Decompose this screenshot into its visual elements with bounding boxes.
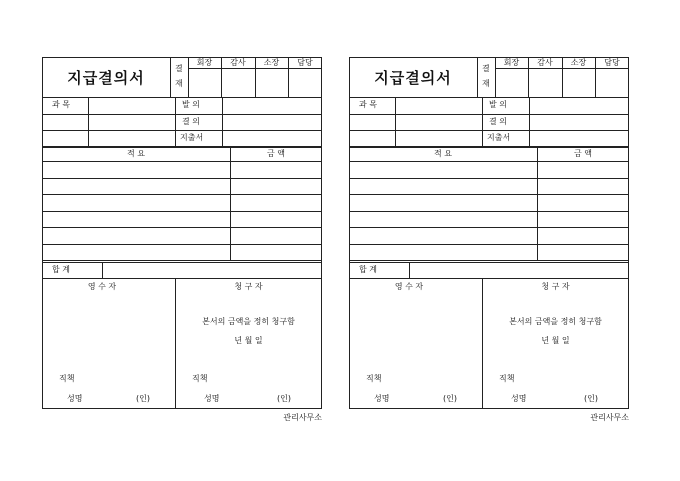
role-auditor: 감사 <box>230 58 246 67</box>
receiver-seal: (인) <box>136 394 150 403</box>
claimant-position-label: 직책 <box>192 374 208 383</box>
approval-label-top: 결 <box>482 64 490 73</box>
form-border <box>349 57 629 409</box>
account-label: 과 목 <box>52 100 70 109</box>
approval-label-top: 결 <box>175 64 183 73</box>
claimant-seal: (인) <box>584 394 598 403</box>
receiver-seal: (인) <box>443 394 457 403</box>
claimant-position-label: 직책 <box>499 374 515 383</box>
receiver-label: 영 수 자 <box>394 282 424 291</box>
approval-label-bottom: 재 <box>175 79 183 88</box>
payment-voucher-form-1 <box>42 57 322 422</box>
claim-statement: 본서의 금액을 정히 청구함 <box>202 317 295 326</box>
amount-header: 금 액 <box>574 149 592 158</box>
proposal-label: 발 의 <box>489 100 507 109</box>
claimant-name-label: 성명 <box>511 394 527 403</box>
role-chairman: 회장 <box>196 58 213 67</box>
claimant-label: 청 구 자 <box>541 282 570 291</box>
role-manager: 담당 <box>604 58 620 67</box>
role-director: 소장 <box>263 58 280 67</box>
resolution-label: 결 의 <box>182 117 200 126</box>
receiver-name-label: 성명 <box>374 394 390 403</box>
role-auditor: 감사 <box>537 58 553 67</box>
claimant-seal: (인) <box>277 394 291 403</box>
receiver-label: 영 수 자 <box>87 282 117 291</box>
disbursement-label: 지출서 <box>487 133 511 142</box>
role-manager: 담당 <box>297 58 313 67</box>
office-footer: 관리사무소 <box>590 413 629 422</box>
date-line: 년 월 일 <box>234 336 263 345</box>
approval-label-bottom: 재 <box>482 79 490 88</box>
resolution-label: 결 의 <box>489 117 507 126</box>
date-line: 년 월 일 <box>541 336 570 345</box>
total-label: 합 계 <box>359 265 377 274</box>
account-label: 과 목 <box>359 100 377 109</box>
summary-header: 적 요 <box>127 149 145 158</box>
payment-voucher-form-2 <box>349 57 629 422</box>
total-label: 합 계 <box>52 265 70 274</box>
claimant-name-label: 성명 <box>204 394 220 403</box>
claimant-label: 청 구 자 <box>234 282 263 291</box>
disbursement-label: 지출서 <box>180 133 204 142</box>
claim-statement: 본서의 금액을 정히 청구함 <box>509 317 602 326</box>
role-director: 소장 <box>570 58 587 67</box>
role-chairman: 회장 <box>503 58 520 67</box>
receiver-name-label: 성명 <box>67 394 83 403</box>
form-title: 지급결의서 <box>374 68 452 87</box>
form-border <box>42 57 322 409</box>
office-footer: 관리사무소 <box>283 413 322 422</box>
proposal-label: 발 의 <box>182 100 200 109</box>
receiver-position-label: 직책 <box>59 374 75 383</box>
receiver-position-label: 직책 <box>366 374 382 383</box>
summary-header: 적 요 <box>434 149 452 158</box>
form-title: 지급결의서 <box>67 68 145 87</box>
amount-header: 금 액 <box>267 149 285 158</box>
